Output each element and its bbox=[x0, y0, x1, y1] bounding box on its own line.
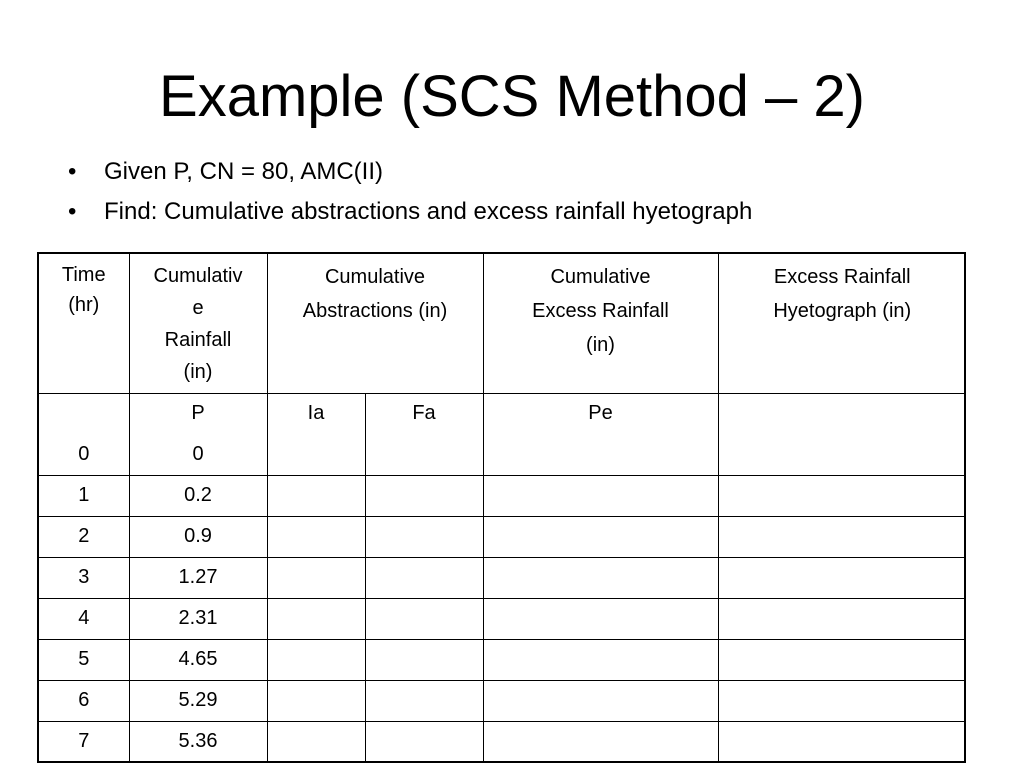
cell-p: 0 bbox=[129, 434, 267, 475]
cell-p: 4.65 bbox=[129, 639, 267, 680]
cell-pe bbox=[483, 598, 718, 639]
table-row bbox=[39, 598, 966, 639]
cell-fa bbox=[365, 557, 483, 598]
symbol-time bbox=[39, 393, 129, 434]
cell-fa bbox=[365, 680, 483, 721]
cell-ia bbox=[267, 516, 365, 557]
cell-fa bbox=[365, 475, 483, 516]
cell-hyeto bbox=[718, 639, 966, 680]
cell-hyeto bbox=[718, 516, 966, 557]
table-row bbox=[39, 434, 966, 475]
cell-pe bbox=[483, 475, 718, 516]
cell-p: 0.9 bbox=[129, 516, 267, 557]
table-row bbox=[39, 680, 966, 721]
cell-ia bbox=[267, 680, 365, 721]
table-row bbox=[39, 557, 966, 598]
cell-fa bbox=[365, 721, 483, 762]
bullet-text-find: Find: Cumulative abstractions and excess rainfall hyetograph bbox=[104, 198, 753, 225]
slide-title: Example (SCS Method – 2) bbox=[159, 64, 865, 129]
symbol-ia: Ia bbox=[267, 393, 365, 434]
cell-time: 2 bbox=[39, 516, 129, 557]
symbol-p: P bbox=[129, 393, 267, 434]
header-excess-rainfall-hyetograph: Excess Rainfall Hyetograph (in) bbox=[718, 254, 966, 393]
cell-ia bbox=[267, 598, 365, 639]
cell-hyeto bbox=[718, 598, 966, 639]
cell-time: 7 bbox=[39, 721, 129, 762]
symbol-pe: Pe bbox=[483, 393, 718, 434]
cell-pe bbox=[483, 516, 718, 557]
cell-ia bbox=[267, 557, 365, 598]
header-cumulative-abstractions: Cumulative Abstractions (in) bbox=[267, 254, 483, 393]
cell-hyeto bbox=[718, 557, 966, 598]
cell-p: 0.2 bbox=[129, 475, 267, 516]
bullet-icon: • bbox=[68, 158, 77, 185]
table-row bbox=[39, 639, 966, 680]
cell-pe bbox=[483, 639, 718, 680]
header-cumulative-excess-rainfall: Cumulative Excess Rainfall (in) bbox=[483, 254, 718, 393]
table-row bbox=[39, 475, 966, 516]
table-header-row bbox=[39, 254, 966, 393]
cell-time: 5 bbox=[39, 639, 129, 680]
table-row bbox=[39, 516, 966, 557]
cell-ia bbox=[267, 475, 365, 516]
bullet-item-find bbox=[64, 192, 752, 232]
cell-ia bbox=[267, 434, 365, 475]
cell-pe bbox=[483, 680, 718, 721]
symbol-hyetograph bbox=[718, 393, 966, 434]
table-body bbox=[39, 434, 966, 762]
header-cumulative-rainfall: Cumulativ e Rainfall (in) bbox=[129, 254, 267, 393]
cell-p: 2.31 bbox=[129, 598, 267, 639]
cell-p: 1.27 bbox=[129, 557, 267, 598]
header-time: Time (hr) bbox=[39, 254, 129, 393]
bullet-list bbox=[64, 152, 752, 232]
cell-fa bbox=[365, 598, 483, 639]
cell-p: 5.29 bbox=[129, 680, 267, 721]
cell-time: 0 bbox=[39, 434, 129, 475]
cell-hyeto bbox=[718, 721, 966, 762]
cell-time: 4 bbox=[39, 598, 129, 639]
scs-table bbox=[39, 254, 966, 762]
bullet-item-given bbox=[64, 152, 752, 192]
scs-table-frame bbox=[37, 252, 966, 763]
cell-hyeto bbox=[718, 475, 966, 516]
symbol-fa: Fa bbox=[365, 393, 483, 434]
bullet-icon: • bbox=[68, 198, 77, 225]
cell-pe bbox=[483, 434, 718, 475]
cell-ia bbox=[267, 721, 365, 762]
cell-pe bbox=[483, 721, 718, 762]
cell-ia bbox=[267, 639, 365, 680]
cell-time: 1 bbox=[39, 475, 129, 516]
table-row bbox=[39, 721, 966, 762]
cell-p: 5.36 bbox=[129, 721, 267, 762]
cell-pe bbox=[483, 557, 718, 598]
cell-time: 6 bbox=[39, 680, 129, 721]
cell-fa bbox=[365, 434, 483, 475]
cell-fa bbox=[365, 516, 483, 557]
cell-time: 3 bbox=[39, 557, 129, 598]
cell-hyeto bbox=[718, 434, 966, 475]
cell-hyeto bbox=[718, 680, 966, 721]
table-symbol-row bbox=[39, 393, 966, 434]
bullet-text-given: Given P, CN = 80, AMC(II) bbox=[104, 158, 383, 185]
cell-fa bbox=[365, 639, 483, 680]
